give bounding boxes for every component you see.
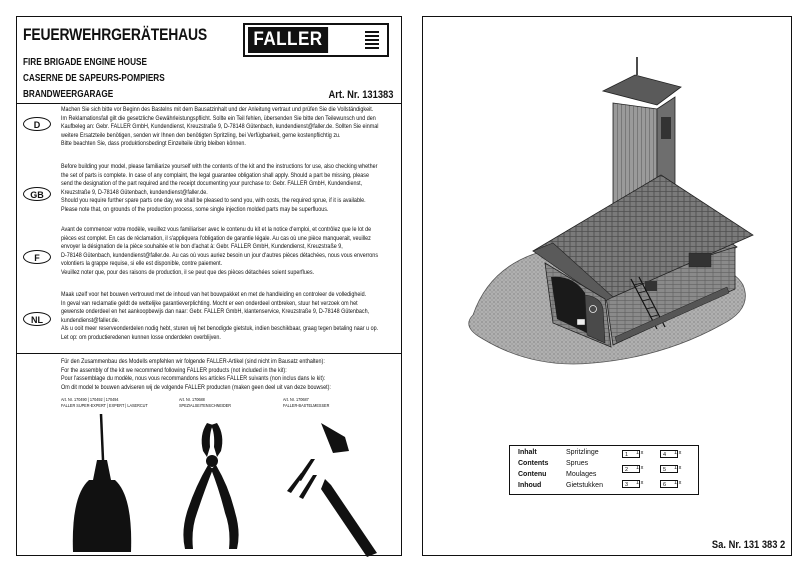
qty-value: 1 (636, 450, 640, 456)
text-line: Om dit model te bouwen adviseren wij de volgende FALLER producten (maken geen deel uit van deze bouwset): (61, 383, 331, 391)
text-line: Als u ooit meer reserveonderdelen nodig hebt, sturen wij het benodigde gietstuk, indien beschikbaar, graag tegen betaling naar u op. (61, 325, 379, 333)
sprue-qty (674, 450, 681, 456)
row-value: Gietstukken (566, 482, 603, 489)
text-line: Avant de commencer votre modèle, veuillez vous familiariser avec le contenu du kit et la notice d'emploi, et contrôlez que le lot de (61, 226, 372, 233)
tool-art-nr: Art. Nr. 170490 | 170492 | 170494 (61, 397, 119, 402)
tool-art-nr: Art. Nr. 170688 (179, 397, 205, 402)
tool-name: FALLER SUPER-EXPERT | EXPERT | LASERCUT (61, 403, 148, 408)
instructions-de (61, 106, 389, 149)
text-line: In geval van reclamatie geldt de wettelijke garantieverplichting. Mocht er een onderdeel ontbreken, stuur het verzoek om het (61, 299, 358, 307)
text-line: Should you require further spare parts one day, we shall be pleased to send you, with costs, the required sprue, if it is available. (61, 197, 366, 205)
text-line: the set of parts is complete. In case of any complaint, the legal guarantee obligation shall apply. Should a part be missing, please (61, 171, 369, 179)
text-line: pièces est complet. En cas de réclamation, il s'appliquera l'obligation de garantie légale. Au cas où une pièce manquerait, veuillez (61, 234, 371, 242)
page-title: FEUERWEHRGERÄTEHAUS (23, 25, 208, 44)
sprue-number-box: 6 (660, 480, 678, 488)
times-sign: x (640, 465, 644, 471)
text-line: Veuillez noter que, pour des raisons de production, il se peut que des pièces détachées soient superflues. (61, 268, 315, 276)
instructions-nl (61, 291, 389, 343)
times-sign: x (678, 480, 682, 486)
article-number: Art. Nr. 131383 (328, 89, 393, 101)
text-line: Let op: om productieredenen kunnen losse onderdelen overblijven. (61, 333, 221, 341)
lang-badge-d: D (23, 117, 51, 131)
sprue-qty (636, 465, 643, 471)
text-line: Kreuzstraße 9, D-78148 Gütenbach, kundendienst@faller.de. (61, 188, 208, 196)
left-page (16, 16, 402, 556)
side-cutter-icon (177, 417, 247, 557)
sprue-number-box: 5 (660, 465, 678, 473)
right-page (422, 16, 792, 556)
qty-value: 1 (636, 480, 640, 486)
brand-name: FALLER (248, 27, 328, 53)
glue-bottle-icon (67, 412, 137, 557)
text-line: D-78148 Gütenbach, kundendienst@faller.de. Au cas où vous auriez besoin un jour d'autres pièces détachées, nous vous enverrons (61, 251, 379, 259)
tool-art-nr: Art. Nr. 170687 (283, 397, 309, 402)
faller-logo (243, 23, 389, 57)
sprue-qty (636, 480, 643, 486)
text-line: Im Reklamationsfall gilt die gesetzliche Gewährleistungspflicht. Sollte ein Teil fehlen, übersenden Sie bitte den Teilewunsch und den (61, 114, 376, 122)
lang-badge-nl: NL (23, 312, 51, 326)
instructions-en (61, 163, 389, 215)
row-label: Inhalt (518, 449, 537, 456)
recommended-tools-intro (61, 358, 331, 392)
text-line: volontiers la grappe requise, si elle est disponible, contre paiement. (61, 260, 223, 268)
instructions-fr (61, 226, 389, 278)
sprue-number-box: 3 (622, 480, 640, 488)
row-label: Contents (518, 460, 549, 467)
tool-header-cutter (179, 397, 231, 409)
row-label: Inhoud (518, 482, 542, 489)
divider (17, 103, 401, 104)
subtitle-en: FIRE BRIGADE ENGINE HOUSE (23, 57, 147, 68)
text-line: Pour l'assemblage du modèle, nous vous recommandons les articles FALLER suivants (non inclus dans le kit): (61, 375, 326, 383)
sprue-qty (674, 465, 681, 471)
tool-name: SPEZIALSEITENSCHNEIDER (179, 403, 232, 408)
tool-header-knife (283, 397, 329, 409)
text-line: Maak uzelf voor het bouwen vertrouwd met de inhoud van het bouwpakket en met de handleiding en controleer de volledigheid. (61, 291, 367, 298)
qty-value: 1 (674, 480, 678, 486)
row-label: Contenu (518, 471, 547, 478)
text-line: envoyer la désignation de la pièce souhaitée et le bon d'achat à: Gebr. FALLER GmbH, Kundendienst, Kreuzstraße 9, (61, 243, 343, 251)
text-line: Kaufbeleg an: Gebr. FALLER GmbH, Kundendienst, Kreuzstraße 9, D-78148 Gütenbach, kundendienst@faller.de. Sollten Sie einmal (61, 123, 379, 131)
times-sign: x (640, 450, 644, 456)
text-line: For the assembly of the kit we recommend following FALLER products (not included in the kit): (61, 366, 287, 374)
text-line: Machen Sie sich bitte vor Beginn des Bastelns mit dem Bausatzinhalt und der Anleitung vertraut und prüfen Sie die Vollständigkeit. (61, 106, 374, 113)
qty-value: 1 (674, 465, 678, 471)
tool-header-glue (61, 397, 148, 409)
text-line: kundendienst@faller.de. (61, 316, 120, 324)
contents-table (509, 445, 699, 495)
text-line: gewenste onderdeel en het aankoopbewijs dan naar: Gebr. FALLER GmbH, klantenservice, Kreuzstraße 9, D-78148 Gütenbach, (61, 308, 370, 316)
times-sign: x (678, 465, 682, 471)
row-value: Spritzlinge (566, 449, 599, 456)
subtitle-nl: BRANDWEERGARAGE (23, 89, 114, 100)
text-line: Bitte beachten Sie, dass produktionsbedingt Einzelteile übrig bleiben können. (61, 140, 246, 148)
row-value: Sprues (566, 460, 589, 467)
text-line: Before building your model, please familiarize yourself with the contents of the kit and the instructions for use, also checking whether (61, 163, 378, 170)
lang-badge-gb: GB (23, 187, 51, 201)
sprue-qty (674, 480, 681, 486)
hobby-knife-icon (273, 415, 393, 560)
logo-bars-icon (365, 31, 379, 51)
sa-number: Sa. Nr. 131 383 2 (711, 539, 785, 551)
subtitle-fr: CASERNE DE SAPEURS-POMPIERS (23, 73, 165, 84)
sprue-number-box: 4 (660, 450, 678, 458)
row-value: Moulages (566, 471, 597, 478)
fire-house-model-illustration (453, 57, 763, 397)
text-line: weitere Ersatzteile benötigen, senden wir Ihnen den benötigten Spritzling, bei Verfügbarkeit, gerne kostenpflichtig zu. (61, 131, 341, 139)
text-line: Für den Zusammenbau des Modells empfehlen wir folgende FALLER-Artikel (sind nicht im Bausatz enthalten): (61, 358, 325, 365)
text-line: send the designation of the part required and the receipt documenting your purchase to: Gebr. FALLER GmbH, Kundendienst, (61, 180, 363, 188)
divider (17, 353, 401, 354)
times-sign: x (640, 480, 644, 486)
lang-badge-f: F (23, 250, 51, 264)
text-line: Please note that, on grounds of the production process, some single injection molded parts may be superfluous. (61, 205, 329, 213)
times-sign: x (678, 450, 682, 456)
sprue-qty (636, 450, 643, 456)
sprue-number-box: 1 (622, 450, 640, 458)
qty-value: 1 (674, 450, 678, 456)
sprue-number-box: 2 (622, 465, 640, 473)
qty-value: 1 (636, 465, 640, 471)
tool-name: FALLER-BASTELMESSER (283, 403, 330, 408)
